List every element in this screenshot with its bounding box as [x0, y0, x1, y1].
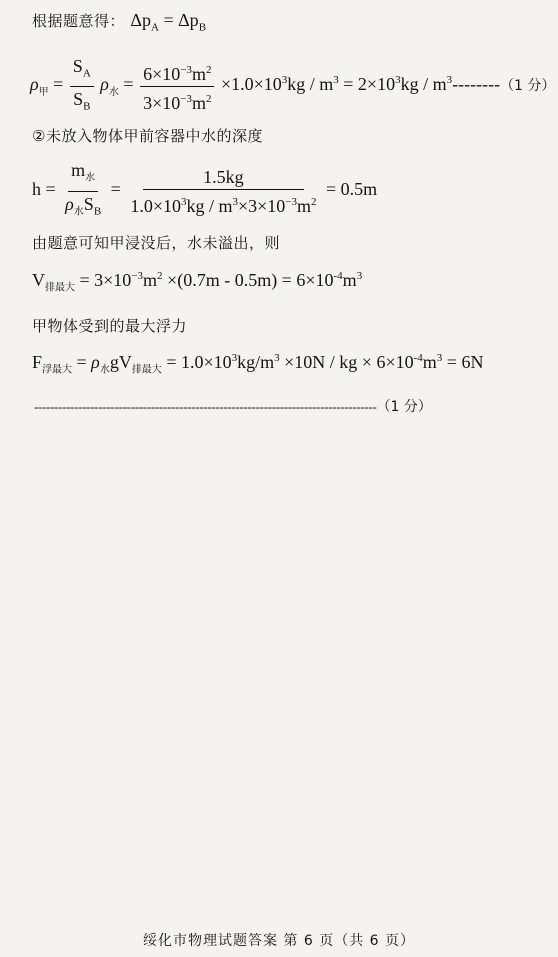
mass-over-area-fraction: $\frac{m_水}{\rho_水S_B}$: [65, 160, 102, 218]
page-footer: 绥化市物理试题答案 第 6 页（共 6 页）: [142, 933, 416, 949]
area-value-fraction: $\frac{6\times 10^{-3}m^2}{3\times 10^{-3}m^2}$: [140, 60, 214, 113]
score-line: [34, 396, 432, 416]
buoyancy-equation: $F_{浮最大} = \rho_水gV_{排最大} = 1.0\times 10^3kg/m^3 \times 10N$ / kg × $6\times 10^{-4}m^3 = 6N$: [32, 352, 484, 376]
line-given: [32, 10, 206, 34]
density-equation: $\rho_甲$ = $\frac{S_A}{S_B}$ $\rho_水$ = $\frac{6\times 10^{-3}m^2}{3\times 10^{-3}m^2}$ $\times 1.0\times 10^3kg / m^3 = 2\times 10^3kg / m^3--------(1$ 分）: [30, 56, 555, 116]
dash-leader: -------------------------------------------------------------------------------------: [34, 399, 377, 414]
score-mark: （1 分）: [500, 78, 556, 95]
volume-equation: $V_{排最大} = 3\times 10^{-3}m^2 \times(0.7m - 0.5m) = 6\times 10^{-4}m^3$: [32, 270, 363, 294]
water-depth-heading: ②未放入物体甲前容器中水的深度: [32, 127, 263, 145]
depth-value-fraction: $\frac{1.5kg}{1.0\times 10^3kg / m^3\times 3\times 10^{-3}m^2}$: [130, 166, 317, 216]
area-ratio-fraction: $\frac{S_A}{S_B}$: [70, 56, 94, 116]
given-text: 根据题意得：: [32, 12, 126, 30]
no-overflow-text: 由题意可知甲浸没后，水未溢出，则: [32, 234, 281, 252]
pressure-change-equation: $\Delta p_A = \Delta p_B$: [130, 10, 207, 34]
score-mark: （1 分）: [376, 399, 432, 415]
max-buoyancy-heading: 甲物体受到的最大浮力: [32, 317, 188, 335]
depth-equation: h = $\frac{m_水}{\rho_水S_B}$ = $\frac{1.5kg}{1.0\times 10^3kg / m^3\times 3\times 10^{-3}m^2}$ = 0.5m: [32, 160, 377, 222]
